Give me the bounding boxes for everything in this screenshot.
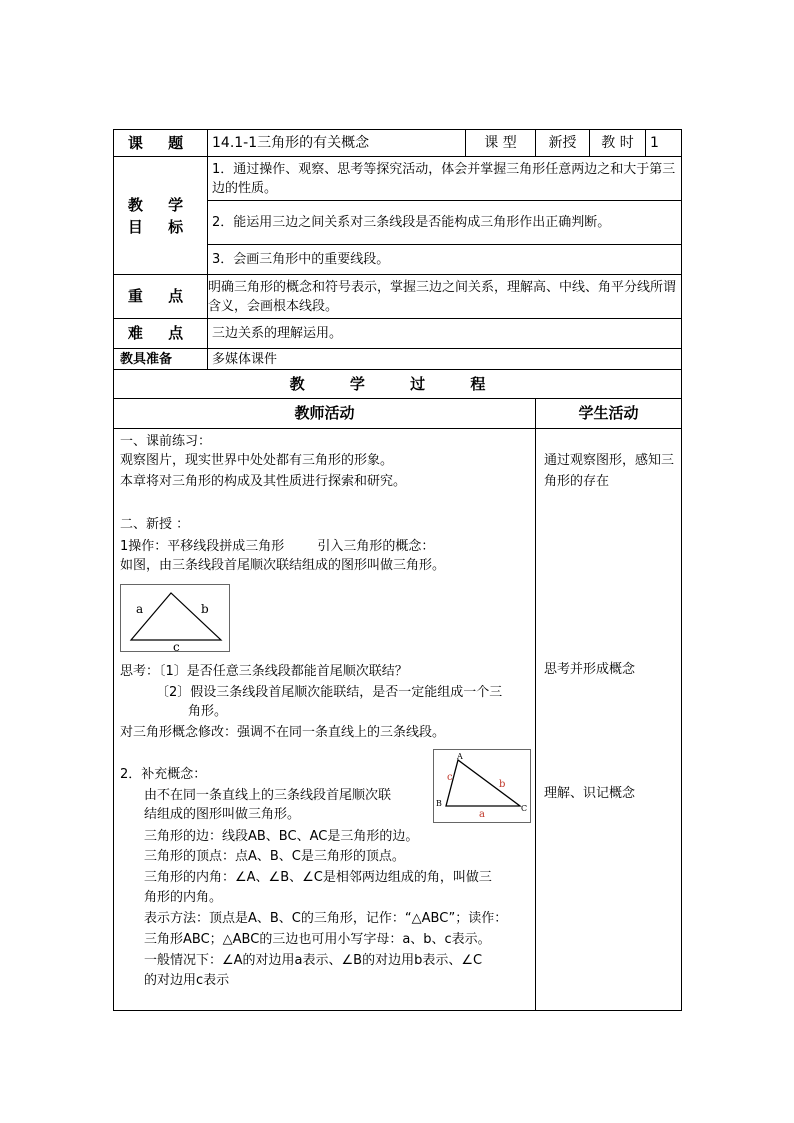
student-line: 角形的存在 (544, 474, 610, 489)
side-label-a: a (136, 602, 144, 616)
student-line: 思考并形成概念 (544, 662, 636, 677)
tools-row (114, 349, 682, 370)
goals-label (114, 157, 208, 275)
teacher-line: 三角形的边：线段AB、BC、AC是三角形的边。 (144, 829, 419, 844)
type-label: 课 型 (466, 130, 536, 157)
tools-label: 教具准备 (114, 349, 208, 370)
teacher-line: 一般情况下：∠A的对边用a表示、∠B的对边用b表示、∠C (144, 953, 483, 968)
side-label-c: c (447, 772, 453, 783)
column-header-row (114, 399, 682, 429)
lesson-plan (113, 129, 681, 1011)
teacher-line: 〔2〕假设三条线段首尾顺次能联结，是否一定能组成一个三 (156, 685, 503, 700)
hours-label: 教 时 (590, 130, 646, 157)
teacher-line: 三角形的内角：∠A、∠B、∠C是相邻两边组成的角，叫做三 (144, 870, 492, 885)
side-label-b: b (201, 602, 209, 616)
process-title: 教 学 过 程 (114, 370, 682, 399)
teacher-line: 角形。 (188, 704, 228, 719)
triangle-shape (131, 593, 221, 640)
triangle-figure-1 (120, 584, 230, 652)
teacher-line: 表示方法：顶点是A、B、C的三角形，记作：“△ABC”；读作： (144, 911, 508, 926)
teacher-line: 角形的内角。 (144, 890, 223, 905)
teacher-line: 观察图片，现实世界中处处都有三角形的形象。 (120, 453, 394, 468)
key-point-row (114, 275, 682, 319)
difficulty-value: 三边关系的理解运用。 (208, 319, 682, 349)
goal-item-3: 3．会画三角形中的重要线段。 (208, 245, 682, 275)
teacher-line: 如图，由三条线段首尾顺次联结组成的图形叫做三角形。 (120, 558, 446, 573)
vertex-label-C: C (521, 804, 528, 813)
goal-item-1: 1．通过操作、观察、思考等探究活动，体会并掌握三角形任意两边之和大于第三边的性质。 (208, 157, 682, 201)
teacher-line: 2．补充概念： (120, 767, 207, 782)
teacher-line: 本章将对三角形的构成及其性质进行探索和研究。 (120, 474, 407, 489)
key-point-label: 重 点 (114, 275, 208, 319)
student-line: 通过观察图形，感知三 (544, 453, 675, 468)
teacher-line: 三角形ABC；△ABC的三边也可用小写字母：a、b、c表示。 (144, 932, 491, 947)
side-label-b: b (499, 779, 506, 790)
teacher-column-header: 教师活动 (114, 399, 536, 429)
vertex-label-A: A (457, 752, 463, 761)
triangle-abc-shape (446, 760, 520, 806)
topic-row (114, 130, 682, 157)
side-label-a: a (479, 809, 485, 820)
student-column-header: 学生活动 (536, 399, 682, 429)
activity-row (114, 429, 682, 1011)
topic-value: 14.1-1三角形的有关概念 (208, 130, 466, 157)
triangle-figure-2-svg (434, 750, 530, 822)
teacher-line: 一、课前练习： (120, 434, 212, 449)
vertex-label-B: B (436, 799, 442, 808)
tools-value: 多媒体课件 (208, 349, 682, 370)
difficulty-label: 难 点 (114, 319, 208, 349)
teacher-activity (114, 429, 536, 1011)
teacher-line: 由不在同一条直线上的三条线段首尾顺次联 (144, 788, 392, 803)
lesson-table (113, 129, 682, 1011)
goals-label-line2: 目 标 (127, 217, 194, 236)
triangle-figure-2 (433, 749, 531, 823)
goals-label-line1: 教 学 (127, 195, 194, 214)
student-line: 理解、识记概念 (544, 786, 636, 801)
process-title-row (114, 370, 682, 399)
teacher-line: 1操作：平移线段拼成三角形 引入三角形的概念： (120, 539, 435, 554)
topic-label: 课 题 (114, 130, 208, 157)
side-label-c: c (173, 640, 180, 651)
teacher-line: 的对边用c表示 (144, 973, 230, 988)
teacher-line: 二、新授 ： (120, 517, 190, 532)
goal-row-1 (114, 157, 682, 201)
hours-value: 1 (646, 130, 682, 157)
teacher-line: 三角形的顶点：点A、B、C是三角形的顶点。 (144, 849, 405, 864)
teacher-line: 结组成的图形叫做三角形。 (144, 807, 301, 822)
teacher-line: 思考：〔1〕是否任意三条线段都能首尾顺次联结？ (120, 664, 408, 679)
type-value: 新授 (536, 130, 590, 157)
difficulty-row (114, 319, 682, 349)
goal-item-2: 2．能运用三边之间关系对三条线段是否能构成三角形作出正确判断。 (208, 201, 682, 245)
key-point-value: 明确三角形的概念和符号表示，掌握三边之间关系，理解高、中线、角平分线所谓含义，会画根本线段。 (208, 275, 682, 319)
teacher-line: 对三角形概念修改：强调不在同一条直线上的三条线段。 (120, 725, 446, 740)
student-activity (536, 429, 682, 1011)
triangle-figure-1-svg (121, 585, 229, 651)
